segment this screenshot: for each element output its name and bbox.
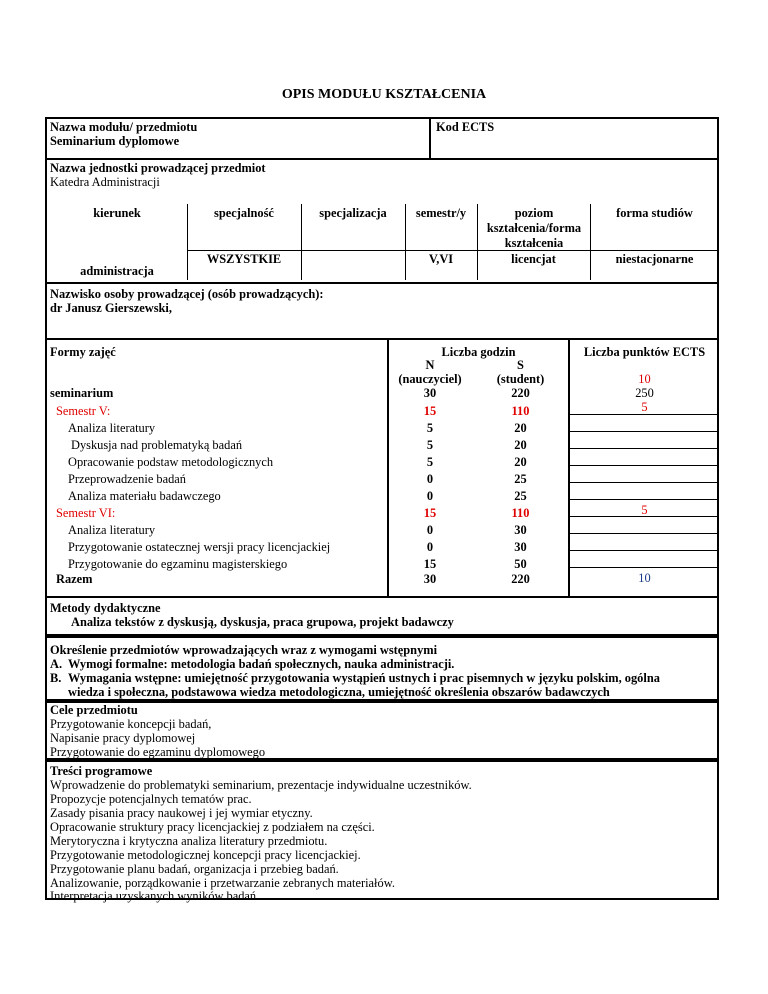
row-s: 110 [511, 506, 530, 520]
row-n: 5 [426, 455, 434, 469]
hours-label: Liczba godzin [441, 345, 516, 359]
row-label: Opracowanie podstaw metodologicznych [68, 455, 274, 469]
row-s: 30 [514, 523, 527, 537]
row-n: 0 [426, 489, 434, 503]
content-item: Analizowanie, porządkowanie i przetwarzanie zebranych materiałów. [50, 876, 395, 890]
row-label-semestr-v: Semestr V: [56, 404, 111, 418]
program-header-kierunek: kierunek [93, 206, 141, 220]
row-n: 15 [423, 557, 437, 571]
content-item: Przygotowanie planu badań, organizacja i przebieg badań. [50, 862, 339, 876]
content-item: Merytoryczna i krytyczna analiza literatury przedmiotu. [50, 834, 328, 848]
row-n: 5 [426, 421, 434, 435]
row-ects: 5 [641, 400, 648, 414]
goal-item: Przygotowanie koncepcji badań, [50, 717, 212, 731]
content-section [45, 760, 719, 903]
unit-label: Nazwa jednostki prowadzącej przedmiot [50, 161, 266, 175]
prerequisites-section [45, 636, 719, 701]
row-label-razem: Razem [56, 572, 93, 586]
row-n: 30 [423, 386, 437, 400]
row-label: Analiza literatury [68, 421, 156, 435]
prereq-a-letter: A. [50, 657, 63, 671]
ects-extra: 250 [635, 386, 654, 400]
row-label-semestr-vi: Semestr VI: [56, 506, 116, 520]
row-s: 220 [511, 572, 530, 586]
row-s: 110 [511, 404, 530, 418]
methods-label: Metody dydaktyczne [50, 601, 161, 615]
ects-points-label: Liczba punktów ECTS [583, 345, 706, 359]
row-ects: 10 [638, 571, 651, 585]
module-name-label: Nazwa modułu/ przedmiotu [50, 120, 198, 134]
row-label: Analiza materiału badawczego [68, 489, 221, 503]
content-item: Wprowadzenie do problematyki seminarium, prezentacje indywidualne uczestników. [50, 778, 472, 792]
row-label: Analiza literatury [68, 523, 156, 537]
teacher-value: dr Janusz Gierszewski, [50, 301, 172, 315]
content-item: Interpretacja uzyskanych wyników badań. [50, 889, 260, 903]
row-ects: 10 [638, 372, 651, 386]
program-header-forma: forma studiów [616, 206, 693, 220]
content-item: Przygotowanie metodologicznej koncepcji pracy licencjackiej. [50, 848, 361, 862]
row-s: 25 [514, 489, 527, 503]
content-label: Treści programowe [50, 764, 153, 778]
program-value-kierunek: administracja [80, 264, 154, 278]
goals-label: Cele przedmiotu [50, 703, 138, 717]
unit-section [45, 158, 719, 284]
goal-item: Napisanie pracy dyplomowej [50, 731, 196, 745]
row-label: Przeprowadzenie badań [68, 472, 186, 486]
program-header-specjalizacja: specjalizacja [319, 206, 387, 220]
prereq-b-text-2: wiedza i społeczna, podstawowa wiedza metodologiczna, umiejętność określenia obszarów badawczych [68, 685, 610, 699]
ects-code-label: Kod ECTS [436, 120, 495, 134]
row-s: 50 [514, 557, 527, 571]
s-label: S [517, 358, 524, 372]
row-n: 5 [426, 438, 434, 452]
row-s: 20 [514, 438, 527, 452]
row-label: Dyskusja nad problematyką badań [71, 438, 243, 452]
row-n: 15 [423, 404, 437, 418]
prerequisites-label: Określenie przedmiotów wprowadzających wraz z wymogami wstępnymi [50, 643, 438, 657]
program-value-forma: niestacjonarne [615, 252, 694, 266]
prereq-a-text: Wymogi formalne: metodologia badań społecznych, nauka administracji. [68, 657, 455, 671]
teacher-label: Nazwisko osoby prowadzącej (osób prowadzących): [50, 287, 324, 301]
row-s: 25 [514, 472, 527, 486]
row-s: 220 [511, 386, 530, 400]
unit-value: Katedra Administracji [50, 175, 160, 189]
prereq-b-text-1: Wymagania wstępne: umiejętność przygotowania wystąpień ustnych i prac pisemnych w języku polskim, ogólna [68, 671, 660, 685]
row-n: 0 [426, 540, 434, 554]
program-header-semestr: semestr/y [415, 206, 467, 220]
row-n: 0 [426, 472, 434, 486]
s-sub-label: (student) [496, 372, 545, 386]
row-n: 0 [426, 523, 434, 537]
row-label: Przygotowanie ostatecznej wersji pracy licencjackiej [68, 540, 331, 554]
methods-value: Analiza tekstów z dyskusją, dyskusja, praca grupowa, projekt badawczy [71, 615, 454, 629]
methods-section [45, 596, 719, 636]
row-s: 20 [514, 421, 527, 435]
hours-section [45, 338, 719, 598]
n-label: N [425, 358, 435, 372]
content-item: Zasady pisania pracy naukowej i jej wymiar etyczny. [50, 806, 313, 820]
row-ects: 5 [641, 503, 648, 517]
forms-label: Formy zajęć [50, 345, 116, 359]
prereq-b-letter: B. [50, 671, 62, 685]
row-label-seminarium: seminarium [50, 386, 114, 400]
row-s: 20 [514, 455, 527, 469]
goals-section [45, 701, 719, 760]
module-section [45, 117, 719, 160]
goal-item: Przygotowanie do egzaminu dyplomowego [50, 745, 266, 759]
program-header-poziom: poziom kształcenia/forma kształcenia [486, 206, 582, 250]
row-n: 15 [423, 506, 437, 520]
row-s: 30 [514, 540, 527, 554]
program-value-poziom: licencjat [511, 252, 556, 266]
row-label: Przygotowanie do egzaminu magisterskiego [68, 557, 288, 571]
program-value-semestr: V,VI [428, 252, 454, 266]
page-title: OPIS MODUŁU KSZTAŁCENIA [281, 87, 487, 102]
program-value-specjalnosc: WSZYSTKIE [206, 252, 282, 266]
content-item: Propozycje potencjalnych tematów prac. [50, 792, 252, 806]
program-header-specjalnosc: specjalność [214, 206, 274, 220]
content-item: Opracowanie struktury pracy licencjackiej z podziałem na części. [50, 820, 375, 834]
teacher-section [45, 282, 719, 340]
module-name-value: Seminarium dyplomowe [50, 134, 180, 148]
row-n: 30 [423, 572, 437, 586]
n-sub-label: (nauczyciel) [398, 372, 462, 386]
